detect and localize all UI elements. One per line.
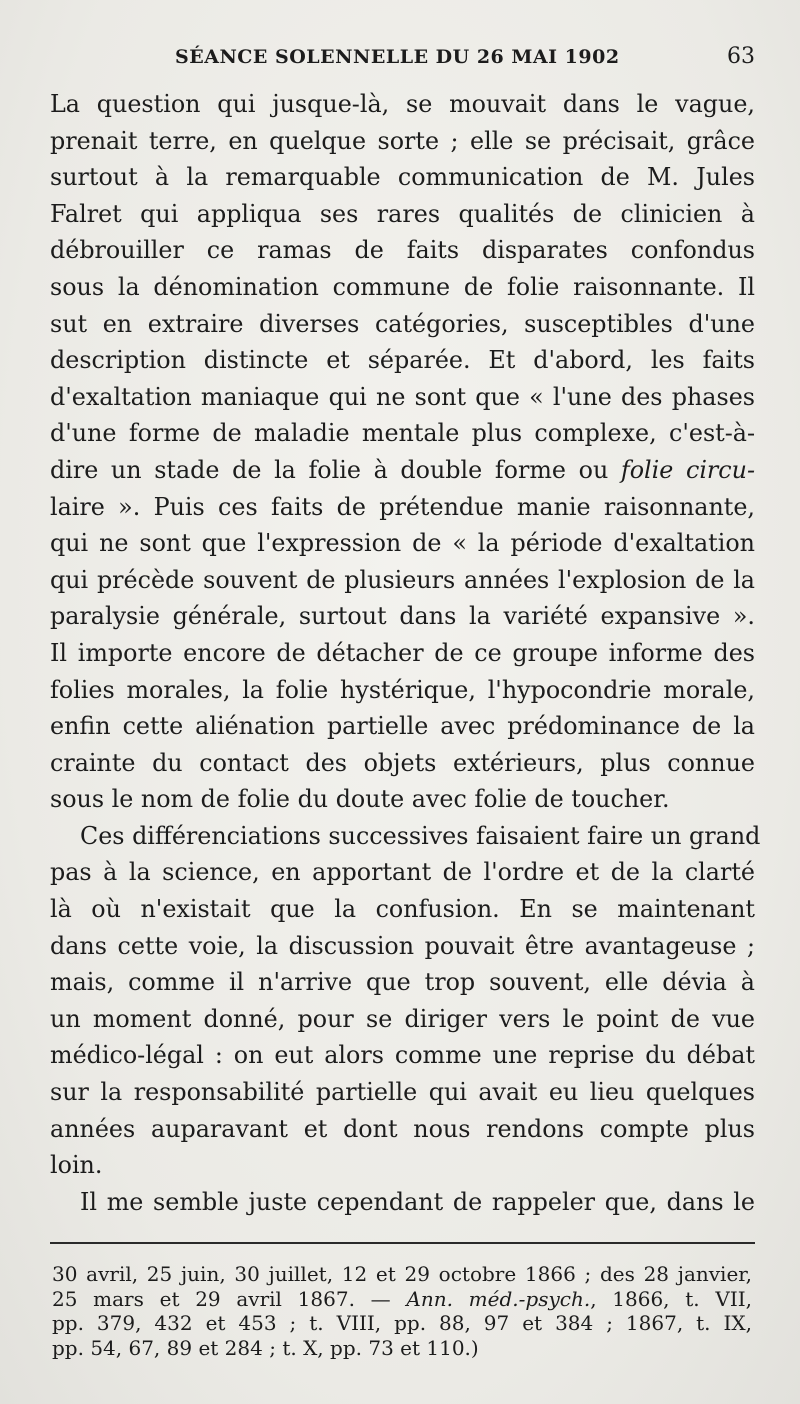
body-line: crainte du contact des objets extérieurs, plus connue — [50, 748, 755, 777]
italic-term: folie circu- — [620, 455, 756, 484]
body-line: pas à la science, en apportant de l'ordre et de la clarté — [50, 858, 755, 887]
footnote-line-text: 25 mars et 29 avril 1867. — — [52, 1286, 407, 1311]
footnote-line: 30 avril, 25 juin, 30 juillet, 12 et 29 octobre 1866 ; des 28 janvier, — [52, 1262, 752, 1286]
body-line: loin. — [50, 1151, 103, 1180]
body-line: laire ». Puis ces faits de prétendue manie raisonnante, — [50, 492, 755, 521]
body-line: enfin cette aliénation partielle avec prédominance de la — [50, 712, 755, 741]
footnote-line: pp. 379, 432 et 453 ; t. VIII, pp. 88, 97 et 384 ; 1867, t. IX, — [52, 1311, 752, 1335]
body-line: d'exaltation maniaque qui ne sont que « l'une des phases — [50, 382, 755, 411]
running-title: SÉANCE SOLENNELLE DU 26 MAI 1902 — [175, 46, 620, 68]
body-line: qui ne sont que l'expression de « la période d'exaltation — [50, 529, 755, 558]
running-header — [175, 40, 755, 74]
body-line: description distincte et séparée. Et d'abord, les faits — [50, 346, 755, 375]
body-line: Falret qui appliqua ses rares qualités de clinicien à — [50, 199, 755, 228]
body-line: sous le nom de folie du doute avec folie de toucher. — [50, 785, 670, 814]
body-line: médico-légal : on eut alors comme une reprise du débat — [50, 1041, 755, 1070]
paragraph-start-line: Il me semble juste cependant de rappeler que, dans le — [80, 1187, 755, 1216]
page-number: 63 — [727, 44, 755, 69]
body-line: prenait terre, en quelque sorte ; elle se précisait, grâce — [50, 126, 755, 155]
body-line: un moment donné, pour se diriger vers le point de vue — [50, 1004, 755, 1033]
body-line: sut en extraire diverses catégories, susceptibles d'une — [50, 309, 755, 338]
body-line-text: dire un stade de la folie à double forme ou — [50, 455, 621, 484]
footnote-rule — [50, 1242, 755, 1244]
footnote-line: pp. 54, 67, 89 et 284 ; t. X, pp. 73 et 110.) — [52, 1335, 479, 1360]
body-line: années auparavant et dont nous rendons compte plus — [50, 1114, 755, 1143]
body-line: folies morales, la folie hystérique, l'hypocondrie morale, — [50, 675, 755, 704]
body-line-with-italic — [50, 452, 755, 489]
journal-title: Ann. méd.-psych. — [406, 1286, 591, 1311]
body-line: d'une forme de maladie mentale plus complexe, c'est-à- — [50, 419, 755, 448]
footnote-line-tail: , 1866, t. VII, — [590, 1286, 752, 1311]
body-line: qui précède souvent de plusieurs années l'explosion de la — [50, 565, 755, 594]
body-line: mais, comme il n'arrive que trop souvent, elle dévia à — [50, 968, 755, 997]
body-line: La question qui jusque-là, se mouvait dans le vague, — [50, 90, 755, 118]
body-line: Il importe encore de détacher de ce groupe informe des — [50, 638, 755, 667]
body-line: là où n'existait que la confusion. En se maintenant — [50, 895, 755, 924]
paragraph-start-line: Ces différenciations successives faisaient faire un grand — [80, 821, 761, 850]
body-line: paralysie générale, surtout dans la variété expansive ». — [50, 602, 755, 631]
body-line: débrouiller ce ramas de faits disparates confondus — [50, 236, 755, 265]
body-line: surtout à la remarquable communication de M. Jules — [50, 163, 755, 192]
footnote-line-with-italic — [52, 1287, 752, 1312]
body-line: sous la dénomination commune de folie raisonnante. Il — [50, 272, 755, 301]
body-text — [50, 86, 761, 1220]
body-line: dans cette voie, la discussion pouvait être avantageuse ; — [50, 931, 755, 960]
body-line: sur la responsabilité partielle qui avait eu lieu quelques — [50, 1078, 755, 1107]
footnote — [52, 1262, 752, 1360]
